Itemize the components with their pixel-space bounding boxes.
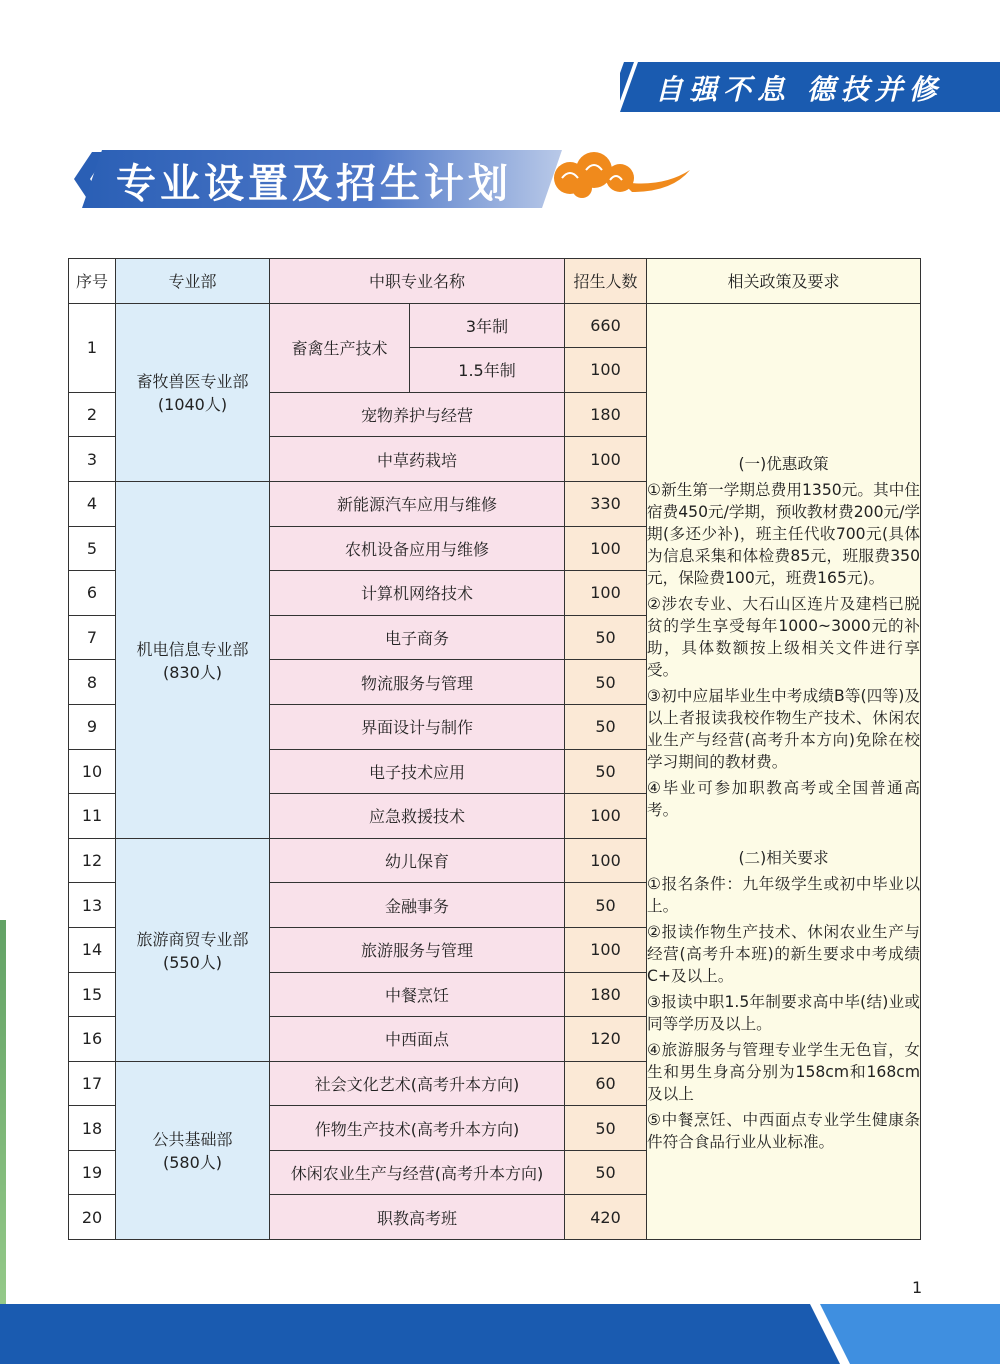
row-number: 20	[69, 1195, 116, 1240]
motto-text: 自强不息 德技并修	[655, 73, 943, 106]
row-number: 18	[69, 1106, 116, 1151]
department-total: (830人)	[162, 662, 223, 682]
row-number: 15	[69, 972, 116, 1017]
row-number: 2	[69, 392, 116, 437]
row-number: 16	[69, 1017, 116, 1062]
enrollment-count: 50	[565, 660, 647, 705]
row-number: 7	[69, 615, 116, 660]
enrollment-count: 330	[565, 481, 647, 526]
requirement-item: ④旅游服务与管理专业学生无色盲，女生和男生身高分别为158cm和168cm及以上	[647, 1041, 921, 1104]
requirement-item: ⑤中餐烹饪、中西面点专业学生健康条件符合食品行业从业标准。	[647, 1111, 921, 1152]
decorative-edge	[0, 920, 6, 1340]
enrollment-count: 180	[565, 392, 647, 437]
row-number: 11	[69, 794, 116, 839]
row-number: 3	[69, 437, 116, 482]
major-name: 新能源汽车应用与维修	[270, 481, 565, 526]
header-department: 专业部	[116, 259, 270, 304]
department-cell	[116, 838, 270, 1061]
header-major: 中职专业名称	[270, 259, 565, 304]
major-name: 职教高考班	[270, 1195, 565, 1240]
major-name: 宠物养护与经营	[270, 392, 565, 437]
requirement-item: ①报名条件：九年级学生或初中毕业以上。	[647, 875, 921, 916]
requirements-section-title: (二)相关要求	[738, 849, 829, 868]
major-name: 中餐烹饪	[270, 972, 565, 1017]
major-name: 农机设备应用与维修	[270, 526, 565, 571]
enrollment-count: 180	[565, 972, 647, 1017]
department-cell	[116, 303, 270, 481]
major-name: 幼儿保育	[270, 838, 565, 883]
enrollment-count: 100	[565, 526, 647, 571]
page-number: 1	[912, 1278, 923, 1297]
enrollment-count: 420	[565, 1195, 647, 1240]
enrollment-count: 50	[565, 615, 647, 660]
enrollment-count: 100	[565, 927, 647, 972]
row-number: 6	[69, 571, 116, 616]
major-name: 界面设计与制作	[270, 704, 565, 749]
row-number: 5	[69, 526, 116, 571]
major-name: 中草药栽培	[270, 437, 565, 482]
enrollment-count: 50	[565, 883, 647, 928]
department-name: 畜牧兽医专业部	[136, 372, 249, 392]
department-name: 旅游商贸专业部	[136, 929, 249, 949]
row-number: 9	[69, 704, 116, 749]
policy-item: ①新生第一学期总费用1350元。其中住宿费450元/学期，预收教材费200元/学期(多还少补)，班主任代收700元(具体为信息采集和体检费85元，班服费350元，保险费100元，班费165元)。	[647, 481, 921, 588]
major-name: 电子技术应用	[270, 749, 565, 794]
major-name: 休闲农业生产与经营(高考升本方向)	[270, 1150, 565, 1195]
table-row	[69, 303, 921, 348]
major-duration: 1.5年制	[410, 348, 565, 393]
footer-band	[0, 1304, 1000, 1364]
major-name: 计算机网络技术	[270, 571, 565, 616]
major-name: 社会文化艺术(高考升本方向)	[270, 1061, 565, 1106]
major-name: 中西面点	[270, 1017, 565, 1062]
department-total: (550人)	[162, 952, 223, 972]
enrollment-count: 50	[565, 1106, 647, 1151]
enrollment-count: 100	[565, 838, 647, 883]
major-name: 应急救援技术	[270, 794, 565, 839]
department-cell	[116, 481, 270, 838]
major-duration: 3年制	[410, 303, 565, 348]
row-number: 1	[69, 303, 116, 392]
enrollment-count: 100	[565, 794, 647, 839]
enrollment-count: 100	[565, 437, 647, 482]
major-name: 旅游服务与管理	[270, 927, 565, 972]
enrollment-table	[68, 258, 921, 1240]
department-name: 公共基础部	[152, 1130, 233, 1150]
enrollment-count: 50	[565, 1150, 647, 1195]
requirement-item: ③报读中职1.5年制要求高中毕(结)业或同等学历及以上。	[647, 993, 921, 1034]
enrollment-count: 50	[565, 749, 647, 794]
enrollment-count: 120	[565, 1017, 647, 1062]
department-total: (1040人)	[157, 395, 228, 415]
policy-item: ④毕业可参加职教高考或全国普通高考。	[647, 779, 921, 820]
major-name: 畜禽生产技术	[270, 303, 410, 392]
department-total: (580人)	[162, 1153, 223, 1173]
major-name: 作物生产技术(高考升本方向)	[270, 1106, 565, 1151]
table-header-row	[69, 259, 921, 304]
row-number: 4	[69, 481, 116, 526]
row-number: 8	[69, 660, 116, 705]
enrollment-count: 100	[565, 348, 647, 393]
department-cell	[116, 1061, 270, 1239]
major-name: 物流服务与管理	[270, 660, 565, 705]
department-name: 机电信息专业部	[136, 639, 249, 659]
row-number: 13	[69, 883, 116, 928]
policy-section-title: (一)优惠政策	[738, 455, 829, 474]
header-count: 招生人数	[565, 259, 647, 304]
page-title: 专业设置及招生计划	[116, 161, 512, 207]
enrollment-count: 100	[565, 571, 647, 616]
header-policy: 相关政策及要求	[647, 259, 921, 304]
policy-item: ③初中应届毕业生中考成绩B等(四等)及以上者报读我校作物生产技术、休闲农业生产与经营(高考升本方向)免除在校学习期间的教材费。	[647, 687, 921, 772]
row-number: 17	[69, 1061, 116, 1106]
enrollment-count: 50	[565, 704, 647, 749]
policy-item: ②涉农专业、大石山区连片及建档已脱贫的学生享受每年1000~3000元的补助，具体数额按上级相关文件进行享受。	[647, 595, 921, 680]
row-number: 19	[69, 1150, 116, 1195]
row-number: 14	[69, 927, 116, 972]
major-name: 电子商务	[270, 615, 565, 660]
row-number: 10	[69, 749, 116, 794]
header-no: 序号	[69, 259, 116, 304]
enrollment-count: 660	[565, 303, 647, 348]
policy-cell	[647, 303, 921, 1239]
requirement-item: ②报读作物生产技术、休闲农业生产与经营(高考升本班)的新生要求中考成绩C+及以上。	[647, 923, 921, 986]
major-name: 金融事务	[270, 883, 565, 928]
enrollment-count: 60	[565, 1061, 647, 1106]
row-number: 12	[69, 838, 116, 883]
